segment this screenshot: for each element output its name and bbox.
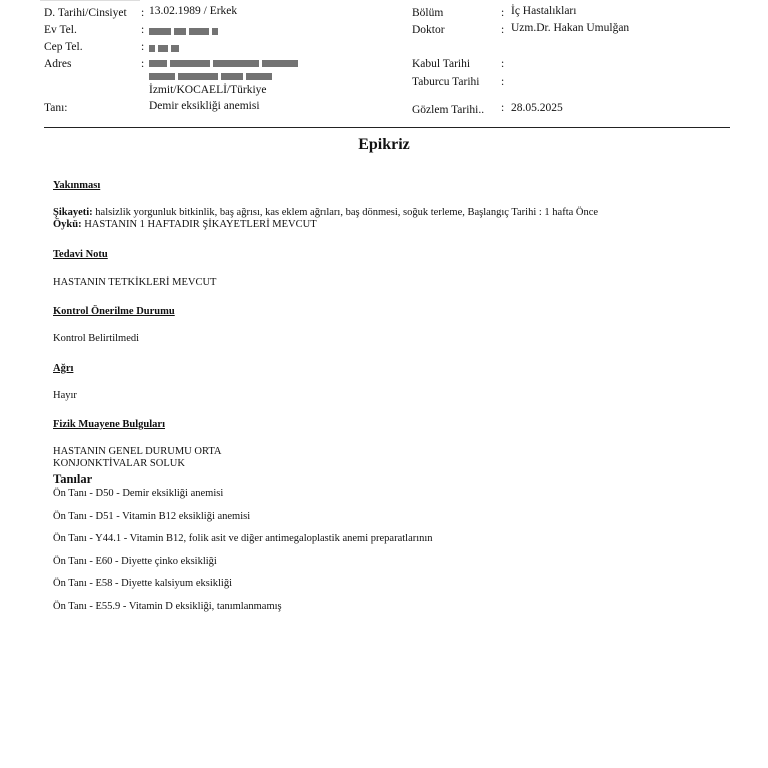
discharge-date-label: Taburcu Tarihi bbox=[412, 76, 480, 88]
home-phone-label: Ev Tel. bbox=[44, 24, 77, 36]
colon: : bbox=[141, 58, 145, 70]
doctor-value: Uzm.Dr. Hakan Umulğan bbox=[511, 22, 630, 34]
colon: : bbox=[501, 76, 505, 88]
observation-date-value: 28.05.2025 bbox=[511, 102, 563, 114]
section-heading-treatment: Tedavi Notu bbox=[53, 249, 108, 260]
address-label: Adres bbox=[44, 58, 72, 70]
redacted-address-line2 bbox=[149, 72, 272, 81]
admission-date-label: Kabul Tarihi bbox=[412, 58, 471, 70]
complaint-label: Şikayeti: bbox=[53, 207, 93, 218]
complaint-text: halsizlik yorgunluk bitkinlik, baş ağrısı, kas eklem ağrıları, baş dönmesi, soğuk terleme, Başlangıç Tarihi : 1 hafta Önce bbox=[95, 207, 599, 218]
address-city: İzmit/KOCAELİ/Türkiye bbox=[149, 84, 267, 96]
observation-date-label: Gözlem Tarihi.. bbox=[412, 104, 485, 116]
colon: : bbox=[501, 7, 505, 19]
diagnosis-item: Ön Tanı - D50 - Demir eksikliği anemisi bbox=[53, 488, 224, 499]
cut-off-top-row bbox=[40, 0, 140, 1]
section-heading-followup: Kontrol Önerilme Durumu bbox=[53, 306, 175, 317]
diagnosis-item: Ön Tanı - E60 - Diyette çinko eksikliği bbox=[53, 556, 217, 567]
diagnosis-item: Ön Tanı - D51 - Vitamin B12 eksikliği anemisi bbox=[53, 511, 251, 522]
section-heading-diagnoses: Tanılar bbox=[53, 472, 93, 486]
physical-exam-line: KONJONKTİVALAR SOLUK bbox=[53, 458, 185, 469]
mobile-phone-label: Cep Tel. bbox=[44, 41, 83, 53]
colon: : bbox=[501, 58, 505, 70]
history-label: Öykü: bbox=[53, 219, 82, 230]
department-label: Bölüm bbox=[412, 7, 444, 19]
department-value: İç Hastalıkları bbox=[511, 5, 577, 17]
doctor-label: Doktor bbox=[412, 24, 445, 36]
birth-gender-label: D. Tarihi/Cinsiyet bbox=[44, 7, 127, 19]
section-heading-physical-exam: Fizik Muayene Bulguları bbox=[53, 419, 166, 430]
diagnosis-item: Ön Tanı - Y44.1 - Vitamin B12, folik asit ve diğer antimegaloplastik anemi preparatlarının bbox=[53, 533, 433, 544]
followup-text: Kontrol Belirtilmedi bbox=[53, 333, 140, 344]
diagnosis-label: Tanı: bbox=[44, 102, 68, 114]
colon: : bbox=[501, 24, 505, 36]
colon: : bbox=[501, 102, 505, 114]
pain-text: Hayır bbox=[53, 390, 77, 401]
history-text: HASTANIN 1 HAFTADIR ŞİKAYETLERİ MEVCUT bbox=[84, 219, 317, 230]
redacted-home-phone bbox=[149, 27, 218, 36]
diagnosis-item: Ön Tanı - E55.9 - Vitamin D eksikliği, tanımlanmamış bbox=[53, 601, 282, 612]
colon: : bbox=[141, 7, 145, 19]
redacted-mobile-phone bbox=[149, 44, 179, 53]
physical-exam-line: HASTANIN GENEL DURUMU ORTA bbox=[53, 446, 222, 457]
redacted-address-line1 bbox=[149, 59, 298, 68]
section-heading-complaint: Yakınması bbox=[53, 180, 101, 191]
birth-gender-value: 13.02.1989 / Erkek bbox=[149, 5, 238, 17]
colon: : bbox=[141, 41, 145, 53]
diagnosis-item: Ön Tanı - E58 - Diyette kalsiyum eksikliği bbox=[53, 578, 233, 589]
history-line bbox=[53, 219, 317, 230]
diagnosis-value: Demir eksikliği anemisi bbox=[149, 100, 260, 112]
header-divider bbox=[44, 127, 730, 128]
complaint-line bbox=[53, 207, 598, 218]
section-heading-pain: Ağrı bbox=[53, 363, 74, 374]
treatment-text: HASTANIN TETKİKLERİ MEVCUT bbox=[53, 277, 217, 288]
page-title: Epikriz bbox=[358, 136, 410, 153]
colon: : bbox=[141, 24, 145, 36]
